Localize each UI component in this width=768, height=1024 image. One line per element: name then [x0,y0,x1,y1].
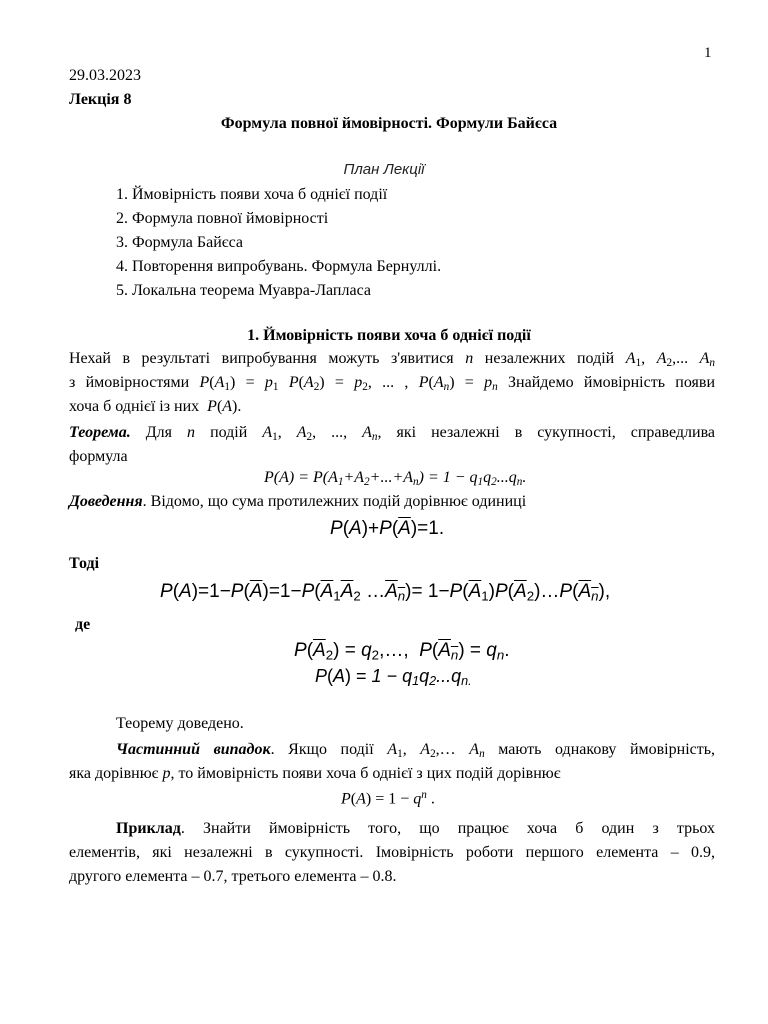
plan-item-1: 1. Ймовірність появи хоча б однієї події [116,186,388,203]
proof-end: Теорему доведено. [116,715,244,732]
plan-item-2: 2. Формула повної ймовірності [116,210,329,227]
result-formula: $P(A) = 1 - q_1q_2...q_{n.}$ [315,666,472,689]
main-derivation-formula: $P(A)=1-P(\overline{A})=1-P(\overline{A}_1\overline{A}_2$ $\dots A_n)=$ $1-P(\overline{A}_1)P(\overline{A}_2)\dots P(A_n)$, [160,581,611,604]
special-case-label: Частинний випадок [116,741,271,758]
theorem-formula: $P(A) = P(A_1+A_2+...+A_n) = 1 - q_1q_2...q_n$. [264,469,527,488]
proof-label: Доведення [69,493,143,510]
example-line-3: другого елемента – 0.7, третього елемента – 0.8. [69,868,397,885]
example-line-1: Приклад. Знайти ймовірність того, що працює хоча б один з трьох [116,820,715,837]
page-number: 1 [704,45,712,61]
special-case-line-1: Частинний випадок. Якщо події $A_1$, $A_2,\dots$ $A_n$ мають однакову ймовірність, [116,741,716,760]
special-case-line-2: яка дорівнює p, то ймовірність появи хоча б однієї з цих подій дорівнює [69,765,561,782]
theorem-label: Теорема. [69,424,131,441]
example-line-2: елементів, які незалежні в сукупності. Імовірність роботи першого елемента – 0.9, [69,844,715,861]
intro-line-1: Нехай в результаті випробування можуть з'явитися n незалежних подій $A_1$, $A_2$,... $A_n$ [69,350,715,369]
lecture-title: Формула повної ймовірності. Формули Байєса [220,115,558,132]
then-label: Тоді [69,555,100,572]
theorem-line-2: формула [69,448,128,465]
special-case-formula: $P(A) = 1 - q^n$ . [341,789,435,808]
complement-formula: $P(A)+P(\overline{A})=1$. [330,518,445,539]
intro-line-2: з ймовірностями $P(A_1) = p_1$ $P(A_2) = p_2$, ... , $P(A_n) = p_n$ Знайдемо ймовірність появи [69,374,716,393]
theorem-line-1: Теорема. Для n подій $A_1$, $A_2$, ..., $A_n$, які незалежні в сукупності, справедлива [69,424,716,443]
plan-item-5: 5. Локальна теорема Муавра-Лапласа [116,282,371,299]
plan-heading: План Лекції [343,161,425,178]
proof-line: Доведення. Відомо, що сума протилежних подій дорівнює одиниці [69,493,527,510]
plan-item-3: 3. Формула Байєса [116,234,244,251]
intro-line-3: хоча б однієї із них P(A). [69,398,242,415]
plan-item-4: 4. Повторення випробувань. Формула Бернуллі. [116,258,442,275]
where-label: де [75,616,91,633]
example-label: Приклад [116,820,181,837]
q-definition-formula: $P(\overline{A}_2)$ = $q_2,\dots$, $P(A_n) = q_n$. [294,640,510,663]
lecture-date: 29.03.2023 [69,67,141,84]
lecture-number: Лекція 8 [69,91,132,108]
section-title: 1. Ймовірність появи хоча б однієї події [247,327,531,344]
